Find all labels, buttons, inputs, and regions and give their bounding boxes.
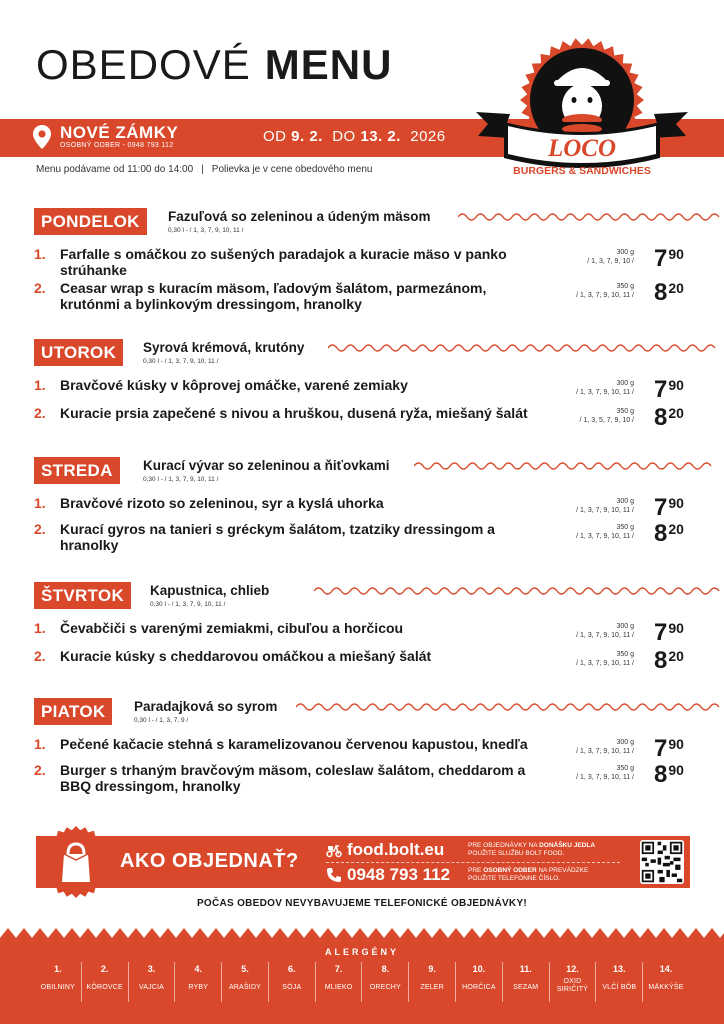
wave-divider [458,211,720,223]
soup-note: Polievka je v cene obedového menu [211,164,373,175]
wave-divider [414,460,720,472]
allergen-label: RYBY [188,984,209,991]
order-title: AKO OBJEDNAŤ? [120,850,299,872]
allergen-label: SÓJA [282,984,302,991]
item-weight [576,523,634,541]
bolt-note-bold: DONÁŠKU JEDLA [539,842,596,849]
wave-line [328,345,715,351]
weight-grams: 350 g [616,765,634,772]
weight-allergens: / 1, 3, 7, 9, 10 / [587,258,634,265]
weight-allergens: / 1, 3, 7, 9, 10, 11 / [576,748,634,755]
day-badge: PONDELOK [34,208,147,235]
allergen-item [596,962,643,1002]
price-cents: 90 [668,620,684,636]
price-cents: 20 [668,648,684,664]
item-price [654,376,684,404]
allergen-number: 12. [566,964,579,974]
phone-icon [326,867,342,883]
item-number: 1. [34,495,46,511]
weight-grams: 300 g [616,249,634,256]
price-main: 8 [654,761,668,788]
day-badge: ŠTVRTOK [34,582,131,609]
price-main: 8 [654,520,668,547]
soup-allergens: 0,30 l - / 1, 3, 7, 9 / [134,717,189,724]
price-cents: 90 [668,495,684,511]
item-name: Kuracie kúsky s cheddarovou omáčkou a miešaný šalát [60,648,432,664]
allergen-item [316,962,363,1002]
day-badge: STREDA [34,457,120,484]
item-weight [587,248,634,266]
phone-note-1: PRE [468,867,482,874]
allergen-number: 3. [147,964,156,974]
weight-allergens: / 1, 3, 7, 9, 10, 11 / [576,774,634,781]
wave-divider [314,585,720,597]
phone-link[interactable]: 0948 793 112 [347,865,451,884]
weight-allergens: / 1, 3, 7, 9, 10, 11 / [576,507,634,514]
allergen-item [362,962,409,1002]
price-cents: 20 [668,280,684,296]
allergen-label: VAJCIA [138,984,165,991]
weight-grams: 300 g [616,623,634,630]
price-cents: 90 [668,246,684,262]
item-price [654,735,684,763]
allergen-number: 8. [381,964,390,974]
soup-allergens: 0,30 l - / 1, 3, 7, 9, 10, 11 / [168,227,244,234]
allergen-label: MÄKKÝŠE [648,984,684,991]
weight-allergens: / 1, 3, 7, 9, 10, 11 / [576,389,634,396]
item-weight [576,622,634,640]
phone-note [468,867,638,883]
allergen-item [550,962,597,1002]
weight-allergens: / 1, 3, 7, 9, 10, 11 / [576,533,634,540]
item-price [654,404,684,432]
weight-allergens: / 1, 3, 5, 7, 9, 10 / [579,417,634,424]
allergen-label: KÔROVCE [86,984,123,991]
wave-line [296,704,719,710]
item-name: Kurací gyros na tanieri s gréckym šalátom, tzatziky dressingom a hranolky [60,521,495,553]
allergen-item [269,962,316,1002]
item-name: Čevabčiči s varenými zemiakmi, cibuľou a horčicou [60,620,404,636]
allergen-item [643,962,689,1002]
allergens-title: ALERGÉNY [324,947,399,957]
item-price [654,520,684,548]
item-name: Bravčové kúsky v kôprovej omáčke, varené zemiaky [60,377,408,393]
day-badge: UTOROK [34,339,123,366]
order-divider [326,862,620,863]
bolt-note-1: PRE OBJEDNÁVKY NA [468,842,538,849]
item-weight [576,764,634,782]
date-from-label: OD [263,128,287,145]
date-range [263,128,446,145]
serving-hours: Menu podávame od 11:00 do 14:00 [36,164,194,175]
allergen-number: 6. [288,964,296,974]
allergen-label: ZELER [420,984,444,991]
wave-divider [328,342,720,354]
weight-allergens: / 1, 3, 7, 9, 10, 11 / [576,632,634,639]
price-main: 8 [654,647,668,674]
item-name: Burger s trhaným bravčovým mäsom, coleslaw šalátom, cheddarom a BBQ dressingom, hranolky [60,762,526,794]
allergen-number: 1. [54,964,62,974]
allergen-label: OBILNINY [40,984,76,991]
item-price [654,761,684,789]
loco-logo [474,38,690,184]
soup-name: Syrová krémová, krutóny [143,340,305,355]
price-main: 8 [654,404,668,431]
item-number: 2. [34,521,46,537]
item-number: 2. [34,762,46,778]
soup-name: Fazuľová so zeleninou a údeným mäsom [168,209,431,224]
allergen-label: HORČICA [462,984,496,991]
item-name: Ceasar wrap s kuracím mäsom, ľadovým šalátom, parmezánom, krutónmi a bylinkovým dressingom, hranolky [60,280,487,312]
weight-grams: 350 g [616,283,634,290]
takeaway-bag-icon [40,826,112,898]
item-number: 2. [34,648,46,664]
allergen-label: VLČÍ BÔB [602,984,637,991]
allergen-number: 2. [100,964,109,974]
serving-separator: | [201,164,204,175]
no-phone-orders-notice: POČAS OBEDOV NEVYBAVUJEME TELEFONICKÉ OBJEDNÁVKY! [196,898,528,909]
allergen-number: 5. [241,964,249,974]
weight-allergens: / 1, 3, 7, 9, 10, 11 / [576,660,634,667]
allergen-item [35,962,82,1002]
item-number: 1. [34,620,46,636]
allergen-item [503,962,550,1002]
allergen-number: 11. [519,964,532,974]
title-light: OBEDOVÉ [36,41,251,88]
price-main: 7 [654,494,668,521]
item-weight [580,407,634,425]
item-weight [576,282,634,300]
price-main: 8 [654,279,668,306]
soup-allergens: 0,30 l - / 1, 3, 7, 9, 10, 11 / [150,601,226,608]
date-to-label: DO [332,128,356,145]
allergen-label: ARAŠIDY [228,984,262,991]
soup-allergens: 0,30 l - / 1, 3, 7, 9, 10, 11 / [143,358,219,365]
logo-name: LOCO [547,135,617,162]
price-cents: 90 [668,762,684,778]
wave-line [414,463,711,469]
item-number: 1. [34,377,46,393]
item-weight [576,497,634,515]
phone-note-2: NA PREVÁDZKE [538,867,589,874]
item-price [654,494,684,522]
qr-code[interactable] [640,840,684,884]
weight-grams: 300 g [616,739,634,746]
bolt-note [468,842,638,858]
date-to: 13. 2. [360,128,401,145]
item-price [654,619,684,647]
wave-line [458,214,719,220]
weight-grams: 300 g [616,498,634,505]
allergen-item [129,962,176,1002]
serving-info [36,164,372,175]
price-cents: 20 [668,521,684,537]
allergen-number: 7. [334,964,343,974]
page-title [36,41,393,88]
item-number: 1. [34,246,46,262]
allergen-number: 4. [194,964,202,974]
item-name: Kuracie prsia zapečené s nivou a hruškou, dusená ryža, miešaný šalát [60,405,528,421]
item-number: 2. [34,280,46,296]
allergen-item [456,962,503,1002]
soup-name: Kapustnica, chlieb [150,583,270,598]
allergen-number: 13. [613,964,626,974]
title-bold: MENU [264,41,393,88]
delivery-scooter-icon [326,842,342,858]
weight-grams: 350 g [616,408,634,415]
item-weight [576,379,634,397]
soup-name: Paradajková so syrom [134,699,278,714]
weight-allergens: / 1, 3, 7, 9, 10, 11 / [576,292,634,299]
price-cents: 90 [668,736,684,752]
phone-note-3: POUŽITE TELEFÓNNE ČÍSLO. [468,875,560,882]
allergen-item [82,962,129,1002]
item-number: 1. [34,736,46,752]
price-cents: 90 [668,377,684,393]
pickup-phone: OSOBNÝ ODBER - 0948 793 112 [60,142,174,149]
item-name: Farfalle s omáčkou zo sušených paradajok a kuracie mäso v panko strúhanke [60,246,507,278]
date-year: 2026 [410,128,446,145]
allergens-footer [0,928,724,1024]
bolt-food-link[interactable]: food.bolt.eu [347,840,445,859]
wave-line [314,588,719,594]
allergen-label: SEZAM [513,984,539,991]
day-badge: PIATOK [34,698,112,725]
item-price [654,279,684,307]
item-price [654,647,684,675]
location-name: NOVÉ ZÁMKY [60,123,179,142]
weight-grams: 350 g [616,651,634,658]
allergens-list [35,962,689,1002]
price-main: 7 [654,245,668,272]
allergen-label: ORECHY [369,984,401,991]
phone-note-bold: OSOBNÝ ODBER [483,867,537,874]
item-weight [576,650,634,668]
allergen-number: 10. [472,964,486,974]
logo-tagline: BURGERS & SANDWICHES [513,165,651,177]
allergen-number: 14. [659,964,673,974]
price-main: 7 [654,619,668,646]
weight-grams: 300 g [616,380,634,387]
allergen-item [409,962,456,1002]
date-from: 9. 2. [291,128,323,145]
weight-grams: 350 g [616,524,634,531]
price-cents: 20 [668,405,684,421]
wave-divider [296,701,720,713]
allergen-item [175,962,222,1002]
item-weight [576,738,634,756]
item-number: 2. [34,405,46,421]
price-main: 7 [654,735,668,762]
allergen-label: MLIEKO [324,984,353,991]
order-band [36,836,690,888]
soup-name: Kurací vývar so zeleninou a ňiťovkami [143,458,390,473]
price-main: 7 [654,376,668,403]
item-name: Bravčové rizoto so zeleninou, syr a kyslá uhorka [60,495,384,511]
soup-allergens: 0,30 l - / 1, 3, 7, 9, 10, 11 / [143,476,219,483]
item-price [654,245,684,273]
location-pin-icon [33,125,51,149]
allergen-label: OXID SIRIČITÝ [556,978,589,993]
bolt-note-2: POUŽITE SLUŽBU BOLT FOOD. [468,850,565,857]
allergen-item [222,962,269,1002]
allergen-number: 9. [428,964,436,974]
item-name: Pečené kačacie stehná s karamelizovanou červenou kapustou, knedľa [60,736,528,752]
